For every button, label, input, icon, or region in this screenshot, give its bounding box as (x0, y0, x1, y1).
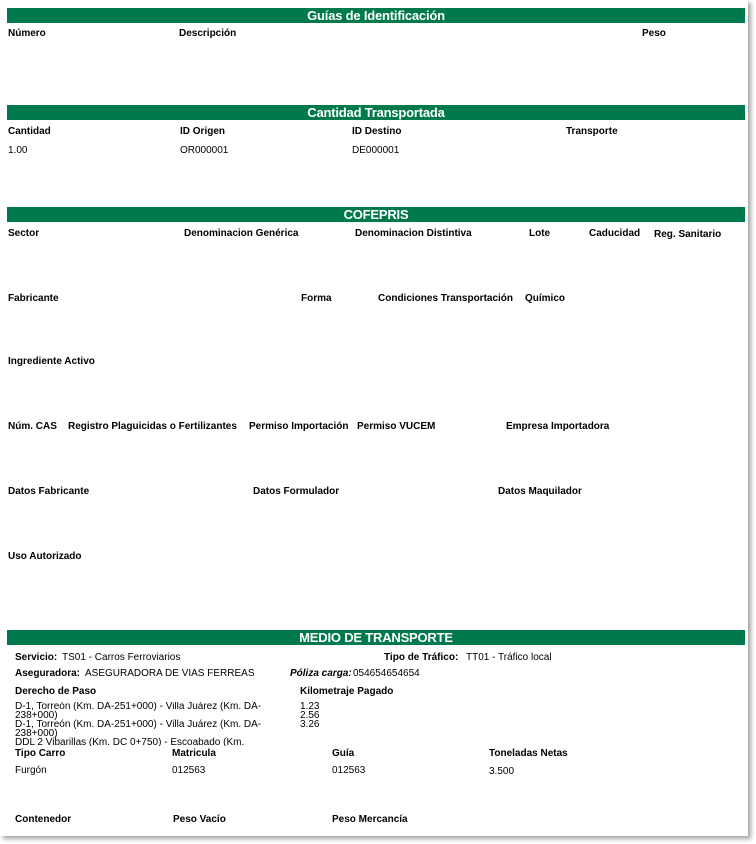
label-uso-autorizado: Uso Autorizado (8, 551, 82, 562)
col-peso: Peso (642, 28, 666, 39)
guias-header: Guías de Identificación (7, 8, 745, 23)
label-aseguradora: Aseguradora: (15, 668, 81, 679)
tipo-carro-value: Furgón (15, 765, 47, 776)
label-tipo-carro: Tipo Carro (15, 748, 66, 759)
kilometraje-list (300, 702, 380, 746)
col-numero: Número (8, 28, 46, 39)
col-id-destino: ID Destino (352, 126, 402, 137)
label-caducidad: Caducidad (589, 228, 641, 239)
label-forma: Forma (301, 293, 332, 304)
label-peso-mercancia: Peso Mercancía (332, 814, 408, 825)
label-num-cas: Núm. CAS (8, 421, 57, 432)
col-transporte: Transporte (566, 126, 618, 137)
label-tipo-trafico: Tipo de Tráfico: (384, 652, 459, 663)
servicio-value: TS01 - Carros Ferroviarios (62, 652, 181, 663)
label-condiciones-transportacion: Condiciones Transportación (378, 293, 514, 304)
id-origen-value: OR000001 (180, 145, 229, 156)
label-poliza-carga: Póliza carga: (290, 668, 352, 679)
label-permiso-vucem: Permiso VUCEM (357, 421, 436, 432)
label-kilometraje-pagado: Kilometraje Pagado (300, 686, 394, 697)
kilometraje-item: 2.56 (300, 710, 320, 721)
label-datos-maquilador: Datos Maquilador (498, 486, 582, 497)
cantidad-value: 1.00 (8, 145, 28, 156)
derecho-paso-item: D-1, Torreón (Km. DA-251+000) - Villa Juárez (Km. DA-238+000) (15, 702, 262, 721)
col-descripcion: Descripción (179, 28, 237, 39)
label-contenedor: Contenedor (15, 814, 72, 825)
label-sector: Sector (8, 228, 40, 239)
label-matricula: Matricula (172, 748, 216, 759)
label-denominacion-distintiva: Denominacion Distintiva (355, 228, 472, 239)
col-id-origen: ID Origen (180, 126, 226, 137)
label-reg-sanitario: Reg. Sanitario (654, 229, 722, 240)
guia-value: 012563 (332, 765, 366, 776)
derecho-paso-item: D-1, Torreón (Km. DA-251+000) - Villa Juárez (Km. DA-238+000) (15, 719, 262, 739)
label-servicio: Servicio: (15, 652, 58, 663)
label-guia: Guía (332, 748, 355, 759)
cantidad-header: Cantidad Transportada (7, 105, 745, 120)
derechos-paso-list (15, 702, 265, 746)
aseguradora-value: ASEGURADORA DE VIAS FERREAS (85, 668, 255, 679)
id-destino-value: DE000001 (352, 145, 400, 156)
toneladas-netas-value: 3.500 (489, 766, 515, 777)
label-quimico: Químico (525, 293, 566, 304)
col-cantidad: Cantidad (8, 126, 51, 137)
label-permiso-importacion: Permiso Importación (249, 421, 349, 432)
kilometraje-item: 1.23 (300, 702, 320, 712)
derecho-paso-item: DDL 2 Vibarillas (Km. DC 0+750) - Escoabado (Km. (15, 737, 245, 746)
label-registro-plaguicidas: Registro Plaguicidas o Fertilizantes (68, 421, 237, 432)
cofepris-header: COFEPRIS (7, 207, 745, 222)
tipo-trafico-value: TT01 - Tráfico local (466, 652, 552, 663)
label-denominacion-generica: Denominacion Genérica (184, 228, 299, 239)
label-datos-formulador: Datos Formulador (253, 486, 340, 497)
label-empresa-importadora: Empresa Importadora (506, 421, 610, 432)
label-fabricante: Fabricante (8, 293, 59, 304)
kilometraje-item: 3.26 (300, 719, 320, 730)
label-lote: Lote (529, 228, 551, 239)
label-datos-fabricante: Datos Fabricante (8, 486, 90, 497)
poliza-carga-value: 054654654654 (353, 668, 420, 679)
label-toneladas-netas: Toneladas Netas (489, 748, 568, 759)
label-peso-vacio: Peso Vacío (173, 814, 226, 825)
label-derecho-paso: Derecho de Paso (15, 686, 97, 697)
label-ingrediente-activo: Ingrediente Activo (8, 356, 95, 367)
matricula-value: 012563 (172, 765, 206, 776)
medio-transporte-header: MEDIO DE TRANSPORTE (7, 630, 745, 645)
